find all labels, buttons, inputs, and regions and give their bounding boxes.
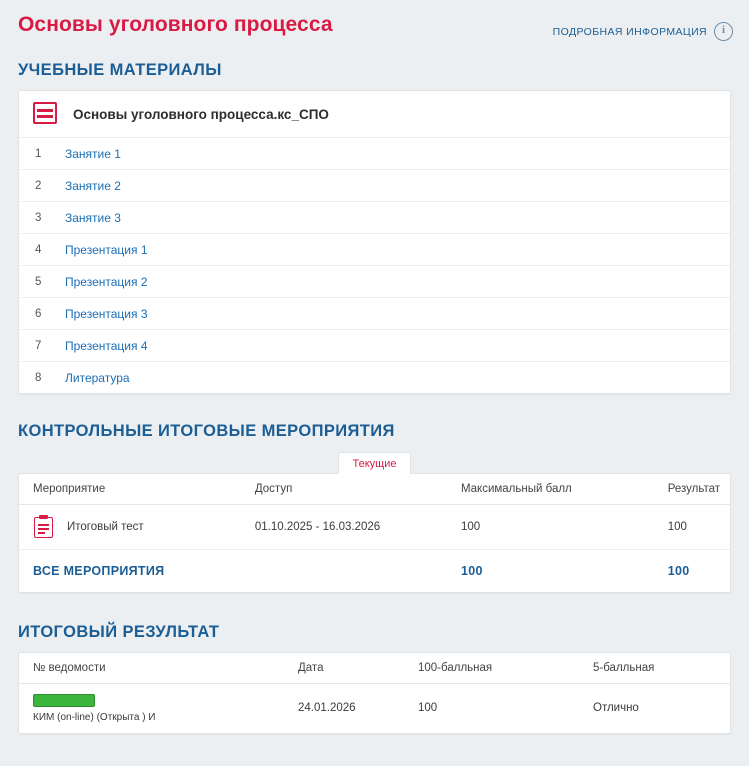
final-result-statement-label: КИМ (on-line) (Открыта ) И [33, 712, 156, 723]
column-header-statement: № ведомости [19, 653, 298, 684]
info-icon[interactable]: i [714, 22, 733, 41]
list-item[interactable] [19, 330, 730, 362]
column-header-access: Доступ [255, 474, 461, 505]
column-header-scale5: 5-балльная [593, 653, 730, 684]
exams-total-result: 100 [667, 564, 690, 578]
exams-total-label: ВСЕ МЕРОПРИЯТИЯ [33, 564, 165, 578]
list-item-link[interactable]: Презентация 3 [65, 306, 148, 321]
exams-heading: КОНТРОЛЬНЫЕ ИТОГОВЫЕ МЕРОПРИЯТИЯ [18, 422, 395, 440]
table-header-row [19, 474, 730, 505]
more-info-button[interactable] [553, 22, 733, 41]
final-result-table [19, 653, 730, 733]
exams-total-spacer [255, 550, 461, 593]
column-header-scale100: 100-балльная [418, 653, 593, 684]
list-item-number: 7 [35, 339, 42, 352]
page-title: Основы уголовного процесса [18, 13, 333, 36]
more-info-label: ПОДРОБНАЯ ИНФОРМАЦИЯ [552, 25, 707, 38]
table-row[interactable] [19, 505, 730, 550]
table-header-row [19, 653, 730, 684]
final-result-heading: ИТОГОВЫЙ РЕЗУЛЬТАТ [18, 623, 220, 641]
exams-tabs [18, 451, 731, 473]
list-item[interactable] [19, 298, 730, 330]
exams-card [18, 473, 731, 593]
exam-event-cell [19, 505, 255, 550]
list-item-number: 1 [35, 147, 42, 160]
book-icon [33, 102, 59, 126]
exams-table [19, 474, 730, 592]
list-item-number: 6 [35, 307, 42, 320]
final-result-scale5-cell: Отлично [593, 702, 639, 714]
list-item-link[interactable]: Литература [65, 370, 130, 385]
exams-total-max-score: 100 [460, 564, 483, 578]
list-item[interactable] [19, 202, 730, 234]
final-result-statement-cell [19, 684, 298, 734]
exams-total-row [19, 550, 730, 593]
list-item-number: 5 [35, 275, 42, 288]
list-item-number: 3 [35, 211, 42, 224]
list-item-link[interactable]: Занятие 2 [65, 178, 121, 193]
column-header-date: Дата [298, 653, 418, 684]
clipboard-icon [33, 515, 55, 539]
final-result-date-cell: 24.01.2026 [298, 702, 356, 714]
list-item-link[interactable]: Занятие 3 [65, 210, 121, 225]
list-item-link[interactable]: Презентация 4 [65, 338, 148, 353]
list-item-number: 4 [35, 243, 42, 256]
tab-current[interactable]: Текущие [338, 452, 412, 474]
list-item-link[interactable]: Занятие 1 [65, 146, 121, 161]
exam-max-score-cell: 100 [461, 505, 668, 550]
exam-result-cell: 100 [668, 505, 730, 550]
course-file-row[interactable] [19, 91, 730, 138]
final-result-scale100-cell: 100 [418, 702, 438, 714]
table-row[interactable] [19, 684, 730, 734]
materials-card [18, 90, 731, 394]
materials-heading: УЧЕБНЫЕ МАТЕРИАЛЫ [18, 61, 222, 79]
list-item-link[interactable]: Презентация 1 [65, 242, 148, 257]
column-header-result: Результат [668, 474, 730, 505]
exam-event-label: Итоговый тест [67, 521, 144, 533]
list-item-number: 2 [35, 179, 42, 192]
progress-bar [33, 694, 95, 707]
final-result-card [18, 652, 731, 734]
column-header-event: Мероприятие [19, 474, 255, 505]
column-header-max-score: Максимальный балл [461, 474, 668, 505]
list-item-number: 8 [35, 371, 42, 384]
list-item[interactable] [19, 234, 730, 266]
list-item[interactable] [19, 138, 730, 170]
course-file-label: Основы уголовного процесса.кс_СПО [73, 106, 329, 122]
list-item[interactable] [19, 362, 730, 393]
page-header [0, 0, 749, 41]
list-item[interactable] [19, 266, 730, 298]
list-item[interactable] [19, 170, 730, 202]
exam-access-cell: 01.10.2025 - 16.03.2026 [255, 505, 461, 550]
list-item-link[interactable]: Презентация 2 [65, 274, 148, 289]
